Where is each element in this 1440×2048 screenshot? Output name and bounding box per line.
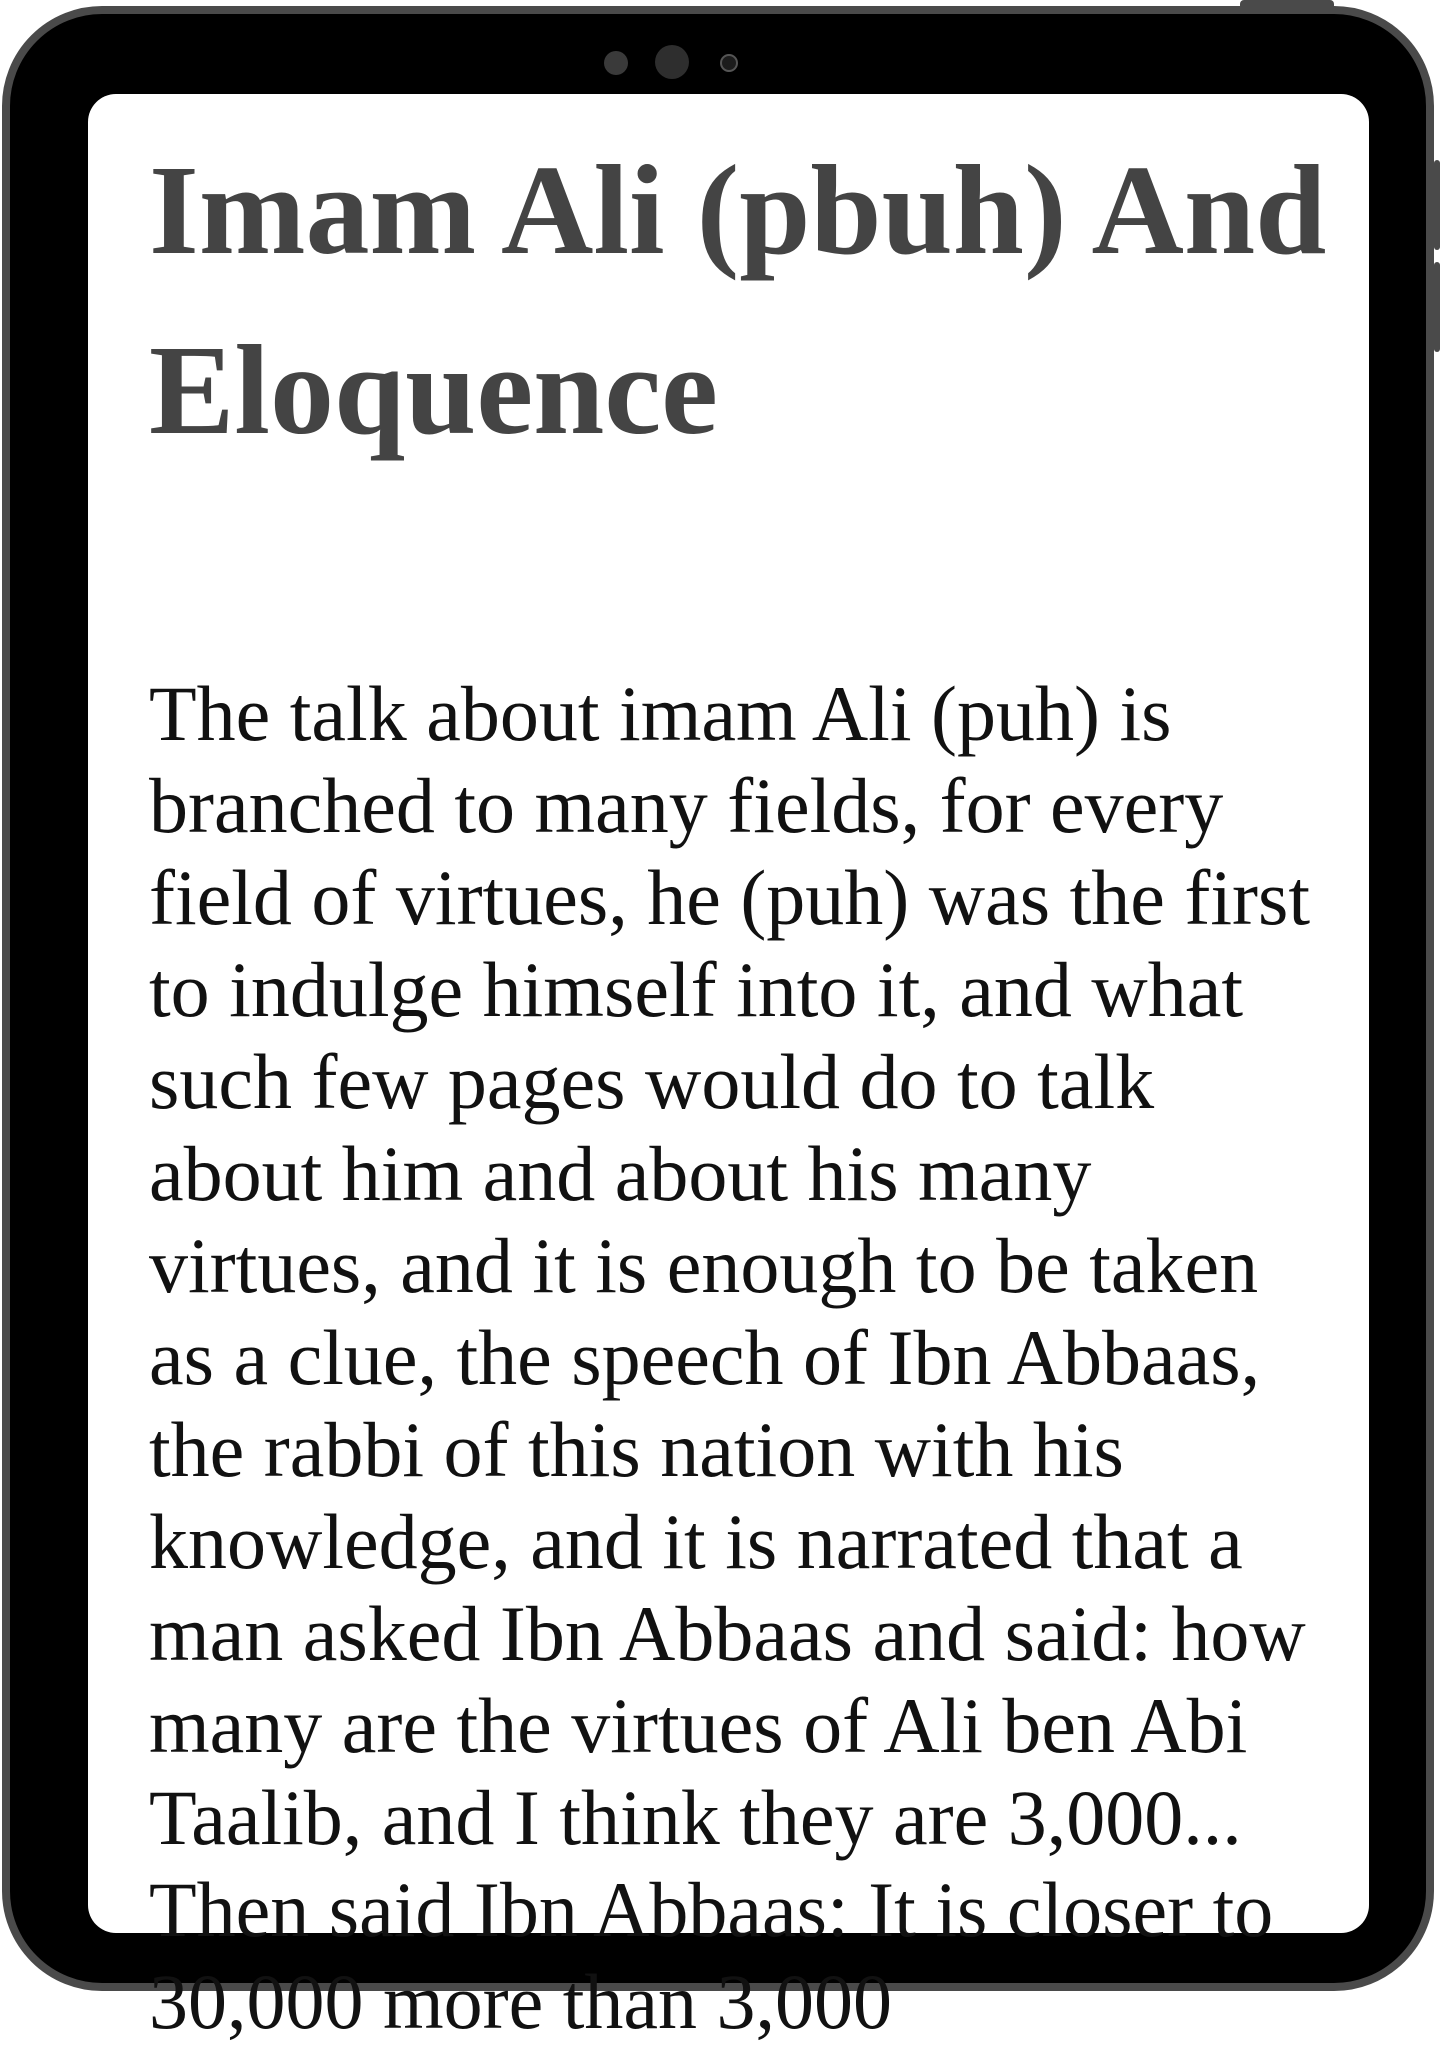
- article-body: The talk about imam Ali (puh) is branched to many fields, for every field of virtues, he (puh) was the first to indulge himself into it, and what such few pages would do to talk about him and about his many virtues, and it is enough to be taken as a clue, the speech of Ibn Abbaas, the rabbi of this nation with his knowledge, and it is narrated that a man asked Ibn Abbaas and said: how many are the virtues of Ali ben Abi Taalib, and I think they are 3,000... Then said Ibn Abbaas: It is closer to 30,000 more than 3,000: [149, 670, 1311, 2045]
- article-title: Imam Ali (pbuh) And Eloquence: [149, 139, 1327, 461]
- volume-down-button: [1434, 262, 1440, 352]
- article-content: [149, 94, 1329, 2048]
- sensor-icon: [604, 51, 628, 75]
- tablet-frame: [2, 6, 1434, 2045]
- light-sensor-icon: [720, 54, 738, 72]
- volume-up-button: [1434, 160, 1440, 250]
- tablet-screen[interactable]: [88, 94, 1369, 2045]
- camera-icon: [655, 45, 689, 79]
